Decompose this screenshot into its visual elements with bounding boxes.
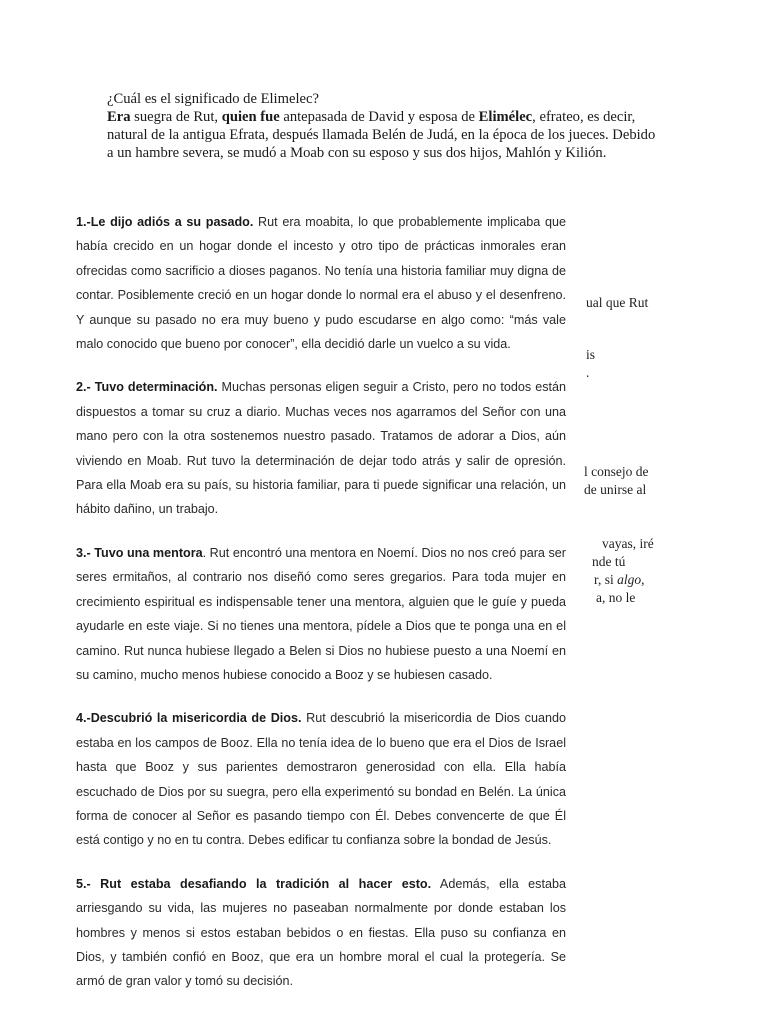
side-fragment-9: a, no le	[596, 590, 636, 605]
intro-block	[107, 90, 657, 162]
point-2-body: Muchas personas eligen seguir a Cristo, pero no todos están dispuestos a tomar su cruz a diario. Muchas veces nos agarramos del Señor con una mano pero con la otra sostenemos nuestro pasado. Tratamos de adorar a Dios, aún viviendo en Moab. Rut tuvo la determinación de dejar todo atrás y salir de opresión. Para ella Moab era su país, su historia familiar, para ti puede significar una relación, un hábito dañino, un trabajo.	[76, 380, 566, 517]
point-1	[76, 210, 566, 356]
point-3-body: . Rut encontró una mentora en Noemí. Dios no nos creó para ser seres ermitaños, al contrario nos diseñó como seres gregarios. Para toda mujer en crecimiento espiritual es indispensable tener una mentora, alguien que le guíe y pueda ayudarle en este viaje. Si no tienes una mentora, pídele a Dios que te ponga una en el camino. Rut nunca hubiese llegado a Belen si Dios no hubiese puesto a una Noemí en su camino, mucho menos hubiese conocido a Booz y se hubiesen casado.	[76, 545, 566, 682]
side-fragment-1: ual que Rut	[586, 295, 649, 310]
point-5-heading: 5.- Rut estaba desafiando la tradición al hacer esto.	[76, 876, 432, 891]
side-fragment-8-end: ,	[641, 572, 645, 587]
points-column	[76, 210, 566, 1022]
point-4	[76, 706, 566, 852]
point-3	[76, 541, 566, 687]
point-1-body: Rut era moabita, lo que probablemente implicaba que había crecido en un hogar donde el incesto y otro tipo de prácticas inmorales eran ofrecidas como sacrificio a dioses paganos. No tenía una historia familiar muy digna de contar. Posiblemente creció en un hogar donde lo normal era el abuso y el desenfreno. Y aunque su pasado no era muy bueno y pudo escudarse en algo como: “más vale malo conocido que bueno por conocer”, ella decidió darle un vuelco a su vida.	[76, 215, 566, 352]
side-fragment-6: vayas, iré	[602, 536, 654, 551]
side-fragment-3: .	[586, 365, 590, 380]
intro-text-2: antepasada de David y esposa de	[279, 109, 479, 125]
intro-bold-quien-fue: quien fue	[221, 109, 280, 125]
point-4-body: Rut descubrió la misericordia de Dios cuando estaba en los campos de Booz. Ella no tenía idea de lo bueno que era el Dios de Israel hasta que Booz y sus parientes demostraron generosidad con ella. Ella había escuchado de Dios por su suegra, pero ella experimentó su bondad en Belén. La única forma de conocer al Señor es pasando tiempo con Él. Debes convencerte de que Él está contigo y no en tu contra. Debes edificar tu confianza sobre la bondad de Jesús.	[76, 711, 566, 848]
intro-paragraph	[107, 108, 657, 162]
point-2-heading: 2.- Tuvo determinación.	[76, 380, 218, 395]
point-5-body: Además, ella estaba arriesgando su vida, las mujeres no paseaban normalmente por donde estaban los hombres y menos si estos estaban bebidos o en fiestas. Ella puso su confianza en Dios, y también confió en Booz, que era un hombre moral el cual la protegería. Se armó de gran valor y tomó su decisión.	[76, 876, 566, 989]
intro-question: ¿Cuál es el significado de Elimelec?	[107, 91, 319, 107]
point-1-heading: 1.-Le dijo adiós a su pasado.	[76, 215, 254, 229]
side-fragment-7: nde tú	[592, 554, 626, 569]
side-fragment-5: de unirse al	[584, 482, 647, 497]
point-3-heading: 3.- Tuvo una mentora	[76, 545, 203, 560]
intro-bold-elimelec: Elimélec	[478, 109, 533, 125]
side-fragment-2: is	[586, 347, 596, 362]
side-fragment-8-italic: algo	[617, 572, 642, 587]
intro-text-1: suegra de Rut,	[130, 109, 222, 125]
side-fragment-8	[594, 571, 644, 588]
side-fragment-4: l consejo de	[584, 464, 649, 479]
intro-bold-era: Era	[107, 109, 131, 125]
point-5	[76, 872, 566, 994]
point-4-heading: 4.-Descubrió la misericordia de Dios.	[76, 711, 302, 726]
side-fragment-8-text: r, si	[594, 572, 618, 587]
point-2	[76, 375, 566, 521]
intro-text-3: , efrateo, es decir, natural de la antigua Efrata, después llamada Belén de Judá, en la época de los jueces. Debido a un hambre severa, se mudó a Moab con su esposo y sus dos hijos, Mahlón y Kilión.	[107, 109, 656, 161]
